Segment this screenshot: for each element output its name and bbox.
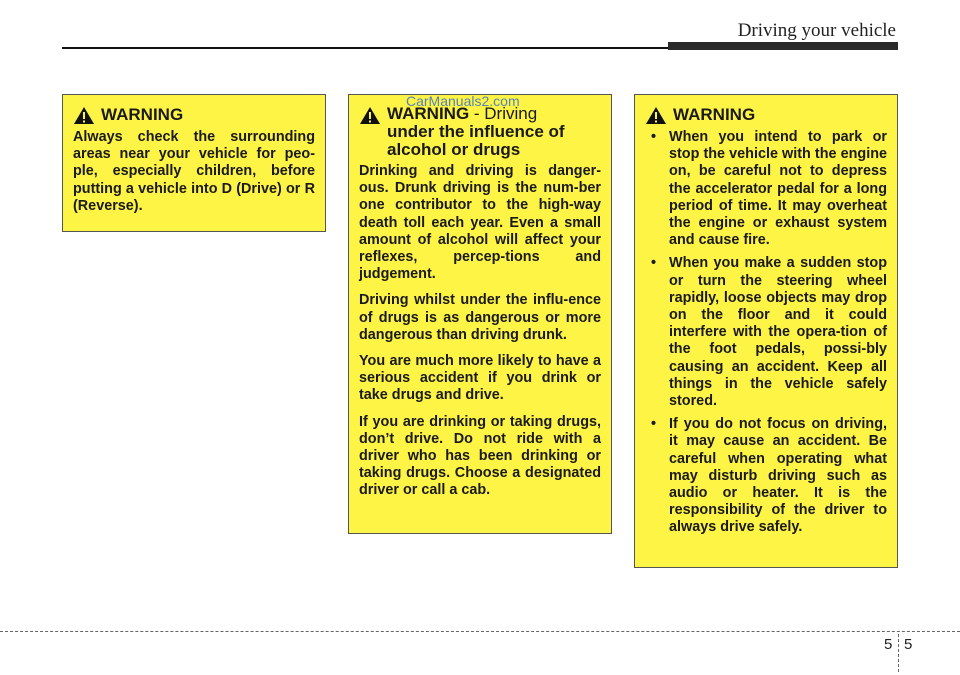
- page-number: 5: [904, 636, 913, 653]
- header-rule-thin: [62, 47, 672, 49]
- section-title: Driving your vehicle: [737, 20, 896, 41]
- watermark-text: CarManuals2.com: [406, 93, 520, 109]
- warning-triangle-icon: [359, 106, 381, 125]
- warning-subtitle-line3: alcohol or drugs: [387, 140, 521, 159]
- warning-paragraph: Drinking and driving is danger-ous. Drunk driving is the num-ber one contributor to the high-way death toll each year. Even a small amount of alcohol will affect your reflexes, percep-tions and judgement.: [359, 163, 601, 283]
- warning-box-alcohol-drugs: [348, 94, 612, 534]
- warning-subtitle-line2: under the influence of: [387, 122, 565, 141]
- list-item: • When you make a sudden stop or turn the steering wheel rapidly, loose objects may drop on the floor and it could interfere with the opera-tion of the foot pedals, possi-bly causing an accident. Keep all things in the vehicle safely stored.: [645, 255, 887, 410]
- warning-header: [645, 105, 887, 125]
- warning-box-surroundings: [62, 94, 326, 232]
- warning-title: WARNING: [387, 104, 470, 123]
- list-item: • If you do not focus on driving, it may cause an accident. Be careful when operating what may disturb driving such as audio or heater. It is the responsibility of the driver to always drive safely.: [645, 416, 887, 536]
- list-item: • When you intend to park or stop the vehicle with the engine on, be careful not to depress the accelerator pedal for a long period of time. It may overheat the engine or exhaust system and cause fire.: [645, 129, 887, 249]
- warning-header: [73, 105, 315, 125]
- warning-title: WARNING: [101, 105, 184, 124]
- warning-header: [359, 105, 601, 159]
- warning-triangle-icon: [645, 106, 667, 125]
- page-number-divider: [898, 634, 899, 672]
- warning-paragraph: Always check the surrounding areas near your vehicle for peo-ple, especially children, before putting a vehicle into D (Drive) or R (Reverse).: [73, 129, 315, 214]
- footer-rule: [0, 631, 960, 632]
- section-number: 5: [884, 636, 893, 653]
- warning-subtitle: - Driving: [469, 104, 538, 123]
- header-rule-thick: [668, 42, 898, 50]
- warning-paragraph: You are much more likely to have a serious accident if you drink or take drugs and drive.: [359, 353, 601, 404]
- warning-box-parking-focus: [634, 94, 898, 568]
- warning-paragraph: If you are drinking or taking drugs, don’t drive. Do not ride with a driver who has been drinking or taking drugs. Choose a designated driver or call a cab.: [359, 413, 601, 499]
- warning-triangle-icon: [73, 106, 95, 125]
- warning-paragraph: Driving whilst under the influ-ence of drugs is as dangerous or more dangerous than driving drunk.: [359, 292, 601, 343]
- warning-title: WARNING: [673, 105, 756, 124]
- warning-bullet-list: [645, 129, 887, 537]
- warning-title-block: [387, 105, 565, 159]
